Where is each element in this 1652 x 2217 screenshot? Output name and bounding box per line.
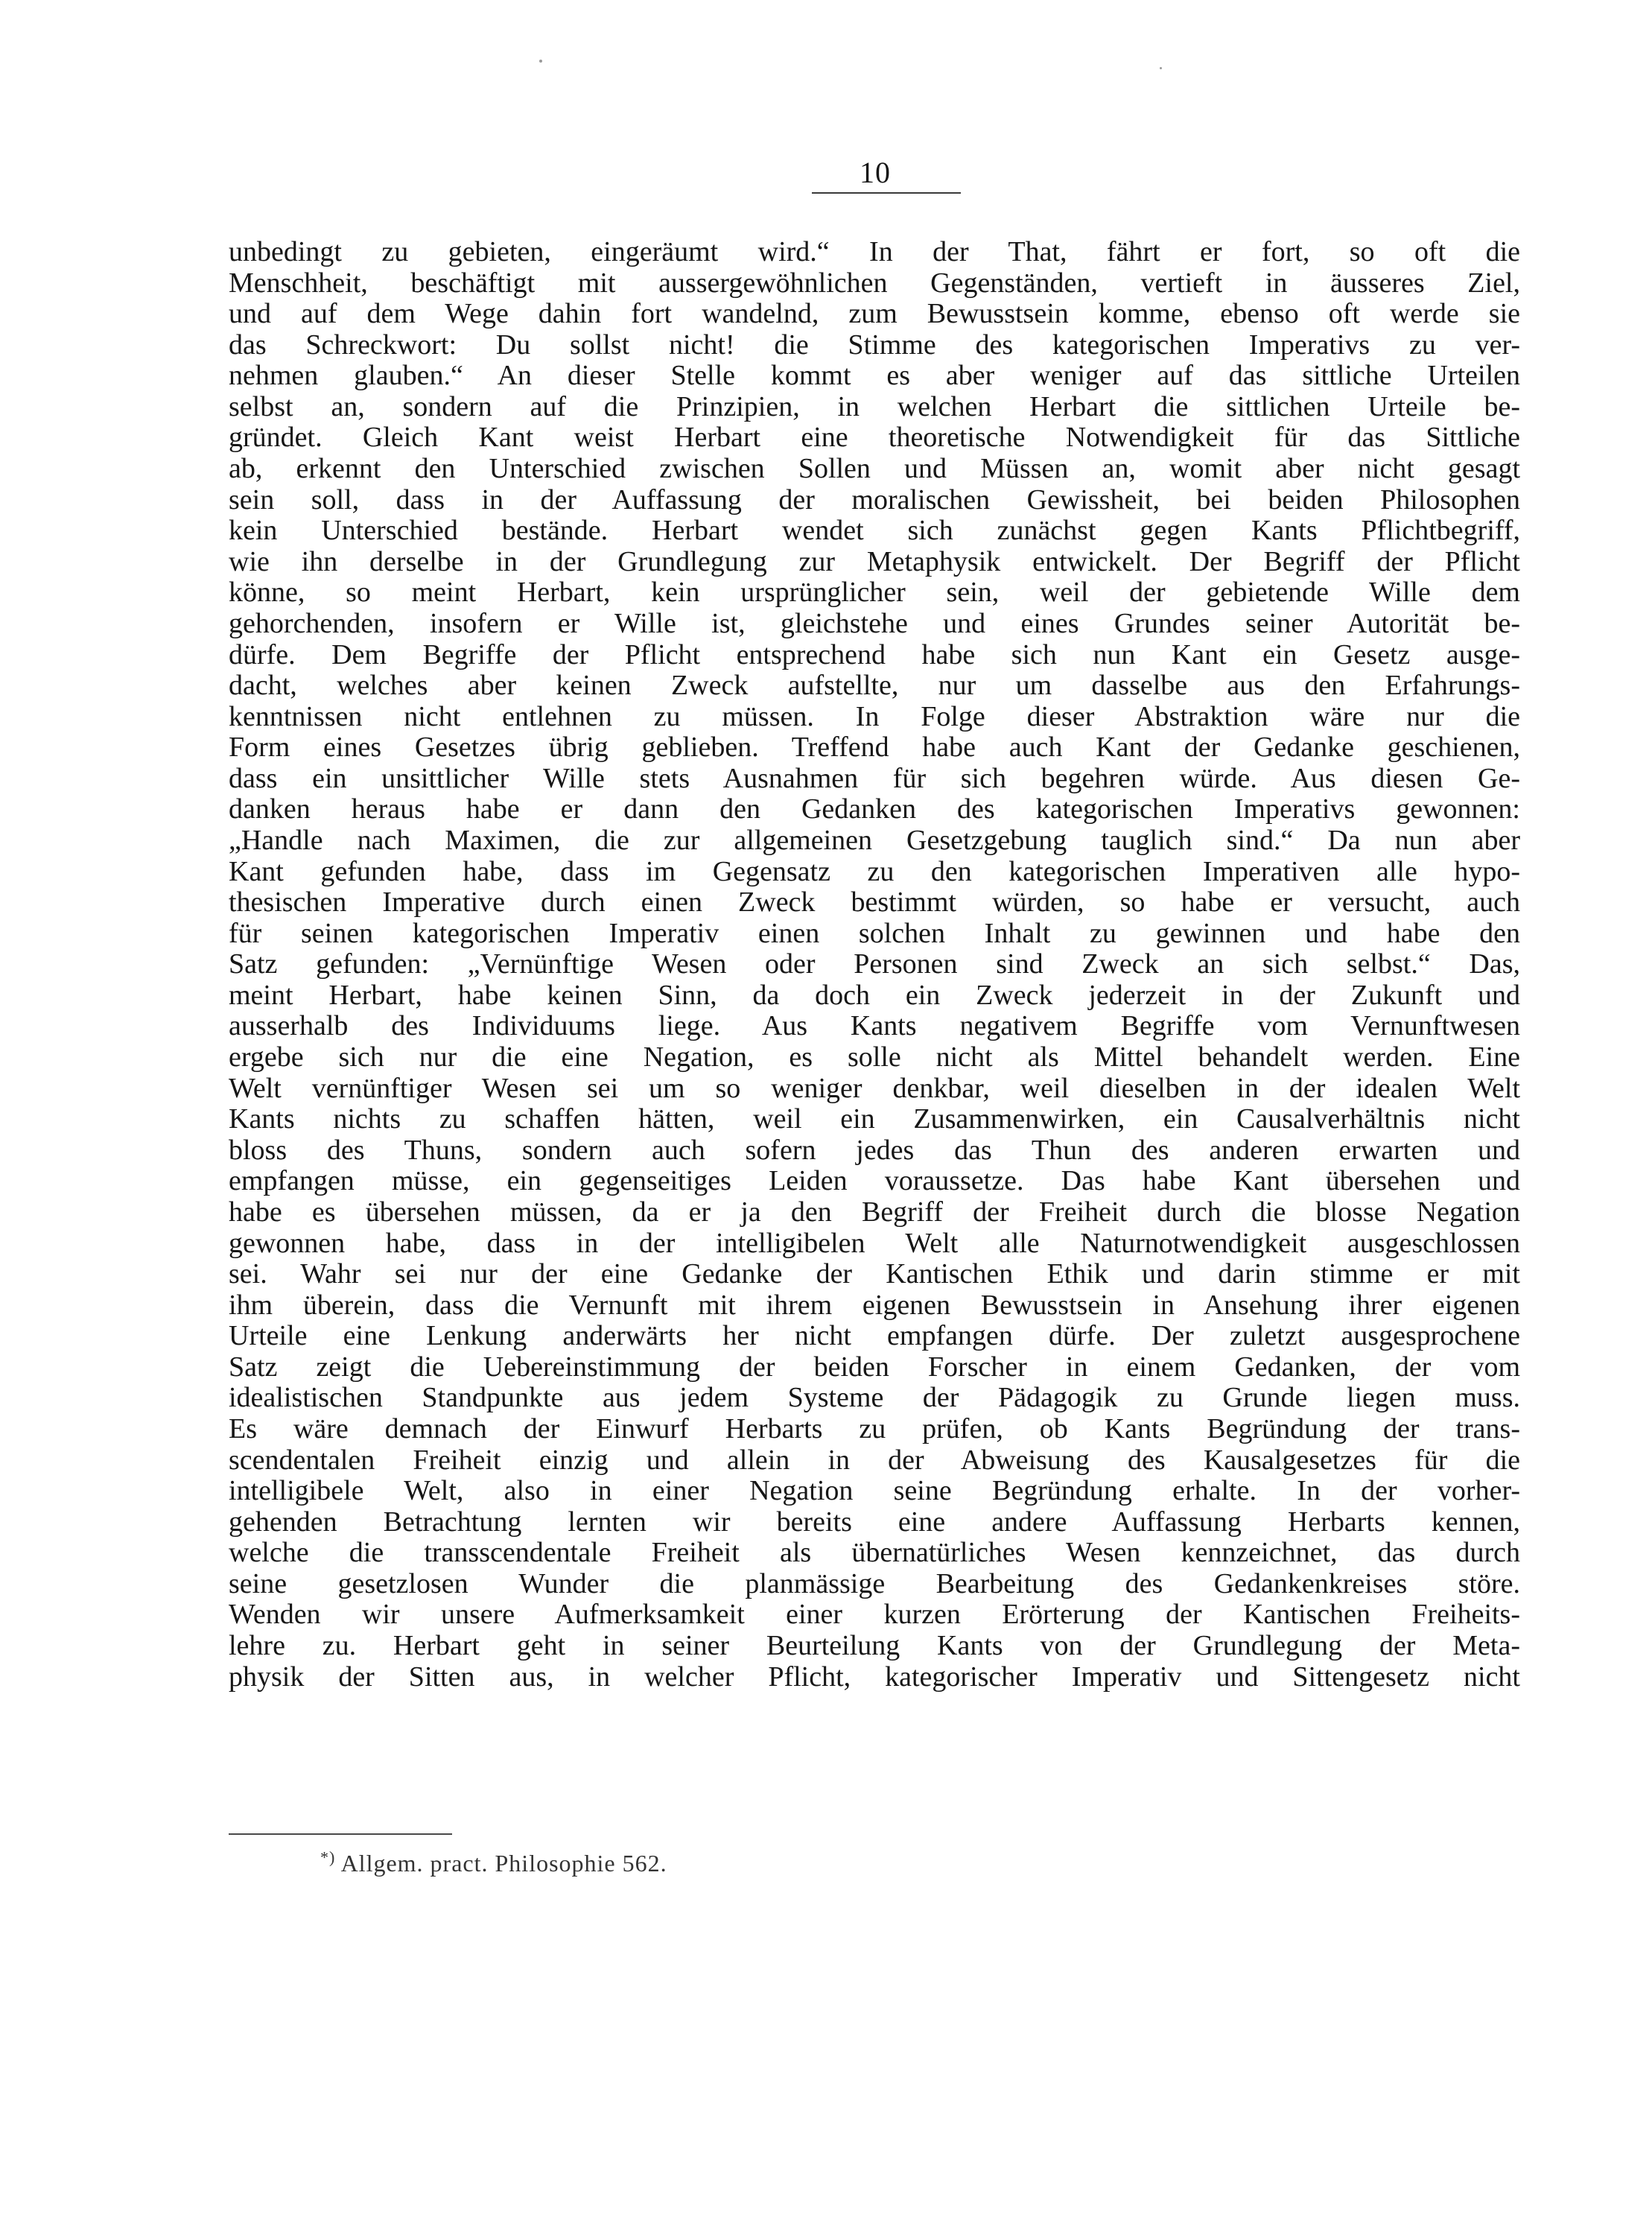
text-line: Urteile eine Lenkung anderwärts her nicht empfangen dürfe. Der zuletzt ausgesprochene [229, 1321, 1520, 1352]
footnote-rule [229, 1833, 452, 1835]
footnote [320, 1848, 667, 1878]
text-line: Form eines Gesetzes übrig geblieben. Treffend habe auch Kant der Gedanke geschienen, [229, 732, 1520, 764]
text-line: und auf dem Wege dahin fort wandelnd, zum Bewusstsein komme, ebenso oft werde sie [229, 299, 1520, 330]
text-line: sein soll, dass in der Auffassung der moralischen Gewissheit, bei beiden Philosophen [229, 484, 1520, 516]
text-line: „Handle nach Maximen, die zur allgemeinen Gesetzgebung tauglich sind.“ Da nun aber [229, 825, 1520, 856]
text-line: lehre zu. Herbart geht in seiner Beurteilung Kants von der Grundlegung der Meta- [229, 1631, 1520, 1662]
text-line: Kant gefunden habe, dass im Gegensatz zu den kategorischen Imperativen alle hypo- [229, 856, 1520, 887]
text-line: das Schreckwort: Du sollst nicht! die Stimme des kategorischen Imperativs zu ver- [229, 329, 1520, 361]
text-line: Es wäre demnach der Einwurf Herbarts zu prüfen, ob Kants Begründung der trans- [229, 1413, 1520, 1444]
page-number-rule [812, 192, 961, 194]
text-line: könne, so meint Herbart, kein ursprünglicher sein, weil der gebietende Wille dem [229, 577, 1520, 609]
text-line: bloss des Thuns, sondern auch sofern jedes das Thun des anderen erwarten und [229, 1135, 1520, 1166]
text-line: habe es übersehen müssen, da er ja den Begriff der Freiheit durch die blosse Negation [229, 1196, 1520, 1228]
footnote-text: Allgem. pract. Philosophie 562. [340, 1850, 667, 1877]
text-line: unbedingt zu gebieten, eingeräumt wird.“ In der That, fährt er fort, so oft die [229, 237, 1520, 267]
text-line: ihm überein, dass die Vernunft mit ihrem eigenen Bewusstsein in Ansehung ihrer eigenen [229, 1290, 1520, 1321]
text-line: idealistischen Standpunkte aus jedem Systeme der Pädagogik zu Grunde liegen muss. [229, 1383, 1520, 1414]
text-line: gehenden Betrachtung lernten wir bereits eine andere Auffassung Herbarts kennen, [229, 1506, 1520, 1538]
text-line: sei. Wahr sei nur der eine Gedanke der Kantischen Ethik und darin stimme er mit [229, 1259, 1520, 1290]
body-text [229, 237, 1520, 1693]
text-line: scendentalen Freiheit einzig und allein in der Abweisung des Kausalgesetzes für die [229, 1444, 1520, 1476]
text-line: gehorchenden, insofern er Wille ist, gleichstehe und eines Grundes seiner Autorität be- [229, 608, 1520, 639]
paper-speck [1160, 67, 1162, 69]
text-line: Welt vernünftiger Wesen sei um so weniger denkbar, weil dieselben in der idealen Welt [229, 1073, 1520, 1104]
text-line: kein Unterschied bestände. Herbart wendet sich zunächst gegen Kants Pflichtbegriff, [229, 516, 1520, 547]
text-line: danken heraus habe er dann den Gedanken des kategorischen Imperativs gewonnen: [229, 794, 1520, 825]
text-line: meint Herbart, habe keinen Sinn, da doch ein Zweck jederzeit in der Zukunft und [229, 980, 1520, 1011]
text-line: ausserhalb des Individuums liege. Aus Kants negativem Begriffe vom Vernunftwesen [229, 1011, 1520, 1042]
text-line: Satz gefunden: „Vernünftige Wesen oder Personen sind Zweck an sich selbst.“ Das, [229, 949, 1520, 980]
text-line: empfangen müsse, ein gegenseitiges Leiden voraussetze. Das habe Kant übersehen und [229, 1166, 1520, 1197]
text-line: kenntnissen nicht entlehnen zu müssen. In Folge dieser Abstraktion wäre nur die [229, 701, 1520, 732]
text-line: seine gesetzlosen Wunder die planmässige Bearbeitung des Gedankenkreises störe. [229, 1568, 1520, 1599]
text-line: thesischen Imperative durch einen Zweck bestimmt würden, so habe er versucht, auch [229, 887, 1520, 919]
text-line: gründet. Gleich Kant weist Herbart eine theoretische Notwendigkeit für das Sittliche [229, 422, 1520, 454]
text-line: für seinen kategorischen Imperativ einen solchen Inhalt zu gewinnen und habe den [229, 918, 1520, 949]
text-line: dürfe. Dem Begriffe der Pflicht entsprechend habe sich nun Kant ein Gesetz ausge- [229, 639, 1520, 670]
text-line: ab, erkennt den Unterschied zwischen Sollen und Müssen an, womit aber nicht gesagt [229, 454, 1520, 485]
text-line: ergebe sich nur die eine Negation, es solle nicht als Mittel behandelt werden. Eine [229, 1042, 1520, 1073]
page-number: 10 [860, 156, 891, 189]
text-line: physik der Sitten aus, in welcher Pflicht, kategorischer Imperativ und Sittengesetz nicht [229, 1661, 1520, 1693]
text-line: welche die transscendentale Freiheit als übernatürliches Wesen kennzeichnet, das durch [229, 1538, 1520, 1569]
footnote-marker: *) [320, 1848, 336, 1867]
text-line: Kants nichts zu schaffen hätten, weil ein Zusammenwirken, ein Causalverhältnis nicht [229, 1104, 1520, 1135]
text-line: wie ihn derselbe in der Grundlegung zur Metaphysik entwickelt. Der Begriff der Pflicht [229, 546, 1520, 577]
text-line: intelligibele Welt, also in einer Negation seine Begründung erhalte. In der vorher- [229, 1476, 1520, 1507]
text-line: nehmen glauben.“ An dieser Stelle kommt es aber weniger auf das sittliche Urteilen [229, 361, 1520, 392]
text-line: dass ein unsittlicher Wille stets Ausnahmen für sich begehren würde. Aus diesen Ge- [229, 763, 1520, 794]
text-line: Satz zeigt die Uebereinstimmung der beiden Forscher in einem Gedanken, der vom [229, 1351, 1520, 1383]
text-line: Menschheit, beschäftigt mit aussergewöhnlichen Gegenständen, vertieft in äusseres Ziel, [229, 267, 1520, 299]
text-line: selbst an, sondern auf die Prinzipien, in welchen Herbart die sittlichen Urteile be- [229, 391, 1520, 422]
text-line: Wenden wir unsere Aufmerksamkeit einer kurzen Erörterung der Kantischen Freiheits- [229, 1599, 1520, 1631]
text-line: gewonnen habe, dass in der intelligibelen Welt alle Naturnotwendigkeit ausgeschlossen [229, 1228, 1520, 1259]
paper-speck [539, 60, 542, 63]
text-line: dacht, welches aber keinen Zweck aufstellte, nur um dasselbe aus den Erfahrungs- [229, 670, 1520, 702]
